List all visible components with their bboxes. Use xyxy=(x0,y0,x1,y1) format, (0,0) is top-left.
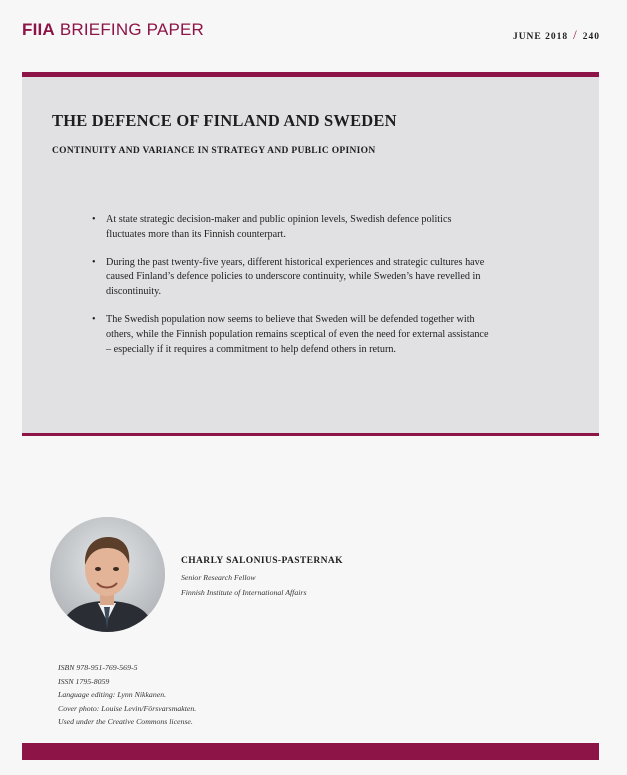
issn: ISSN 1795-8059 xyxy=(58,676,110,686)
summary-panel xyxy=(22,72,599,436)
language-editing: Language editing: Lynn Nikkanen. xyxy=(58,690,167,700)
author-block xyxy=(181,556,343,597)
issue-date: JUNE 2018 xyxy=(512,32,569,42)
brand-logo xyxy=(22,20,204,40)
key-points-list xyxy=(92,213,492,370)
slash-separator: / xyxy=(573,27,578,42)
cover-photo-credit: Cover photo: Louise Levin/Försvarsmakten. xyxy=(58,703,197,713)
author-name: CHARLY SALONIUS-PASTERNAK xyxy=(181,556,343,566)
key-point xyxy=(92,213,492,243)
isbn: ISBN 978-951-769-569-5 xyxy=(58,663,138,672)
author-portrait-icon xyxy=(50,517,165,632)
bullet-icon: • xyxy=(92,256,96,268)
key-point xyxy=(92,256,492,300)
colophon xyxy=(58,661,196,729)
brand-fiia: FIIA xyxy=(22,20,55,39)
key-point xyxy=(92,313,492,357)
issue-number: 240 xyxy=(582,32,600,42)
license-note: Used under the Creative Commons license. xyxy=(58,717,193,727)
author-institute: Finnish Institute of International Affairs xyxy=(181,588,307,597)
bullet-icon: • xyxy=(92,313,96,325)
bullet-icon: • xyxy=(92,214,96,225)
key-point-text: At state strategic decision-maker and public opinion levels, Swedish defence politics fluctuates more than its Finnish counterpart. xyxy=(106,214,452,240)
author-photo xyxy=(50,517,165,632)
footer-bar xyxy=(22,743,599,760)
brand-briefing-paper: BRIEFING PAPER xyxy=(59,20,205,39)
issue-info xyxy=(513,27,600,43)
page-subtitle: CONTINUITY AND VARIANCE IN STRATEGY AND PUBLIC OPINION xyxy=(52,146,376,156)
page-title: THE DEFENCE OF FINLAND AND SWEDEN xyxy=(52,111,397,130)
key-point-text: The Swedish population now seems to believe that Sweden will be defended together with others, while the Finnish population remains sceptical of even the need for external assistance – especially if it requires a commitment to help defend others in return. xyxy=(106,313,489,355)
author-role: Senior Research Fellow xyxy=(181,573,256,582)
key-point-text: During the past twenty-five years, different historical experiences and strategic cultures have caused Finland’s defence policies to underscore continuity, while Sweden’s have revelled in discontinuity. xyxy=(106,256,485,298)
